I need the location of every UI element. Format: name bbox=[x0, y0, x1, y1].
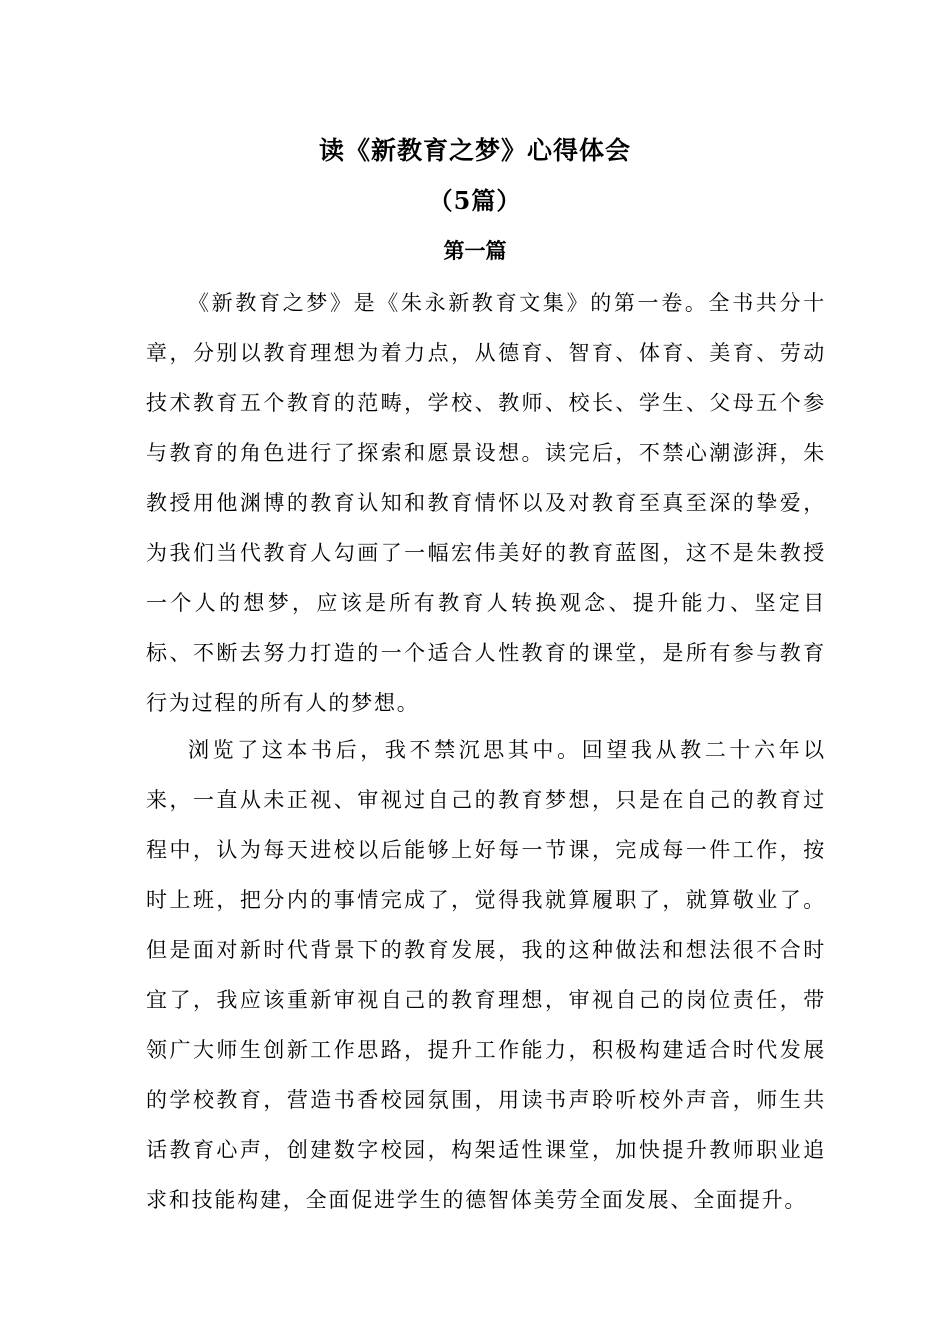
body-paragraph-1: 《新教育之梦》是《朱永新教育文集》的第一卷。全书共分十章，分别以教育理想为着力点，从德育、智育、体育、美育、劳动技术教育五个教育的范畴，学校、教师、校长、学生、父母五个参与教育的角色进行了探索和愿景设想。读完后，不禁心潮澎湃，朱教授用他渊博的教育认知和教育情怀以及对教育至真至深的挚爱，为我们当代教育人勾画了一幅宏伟美好的教育蓝图，这不是朱教授一个人的想梦，应该是所有教育人转换观念、提升能力、坚定目标、不断去努力打造的一个适合人性教育的课堂，是所有参与教育行为过程的所有人的梦想。 bbox=[146, 291, 826, 715]
document-title: 读《新教育之梦》心得体会 bbox=[318, 136, 631, 165]
body-paragraph-2: 浏览了这本书后，我不禁沉思其中。回望我从教二十六年以来，一直从未正视、审视过自己的教育梦想，只是在自己的教育过程中，认为每天进校以后能够上好每一节课，完成每一件工作，按时上班，把分内的事情完成了，觉得我就算履职了，就算敬业了。但是面对新时代背景下的教育发展，我的这种做法和想法很不合时宜了，我应该重新审视自己的教育理想，审视自己的岗位责任，带领广大师生创新工作思路，提升工作能力，积极构建适合时代发展的学校教育，营造书香校园氛围，用读书声聆听校外声音，师生共话教育心声，创建数字校园，构架适性课堂，加快提升教师职业追求和技能构建，全面促进学生的德智体美劳全面发展、全面提升。 bbox=[146, 738, 826, 1212]
section-heading: 第一篇 bbox=[443, 238, 507, 263]
document-subtitle: （5篇） bbox=[428, 186, 522, 215]
